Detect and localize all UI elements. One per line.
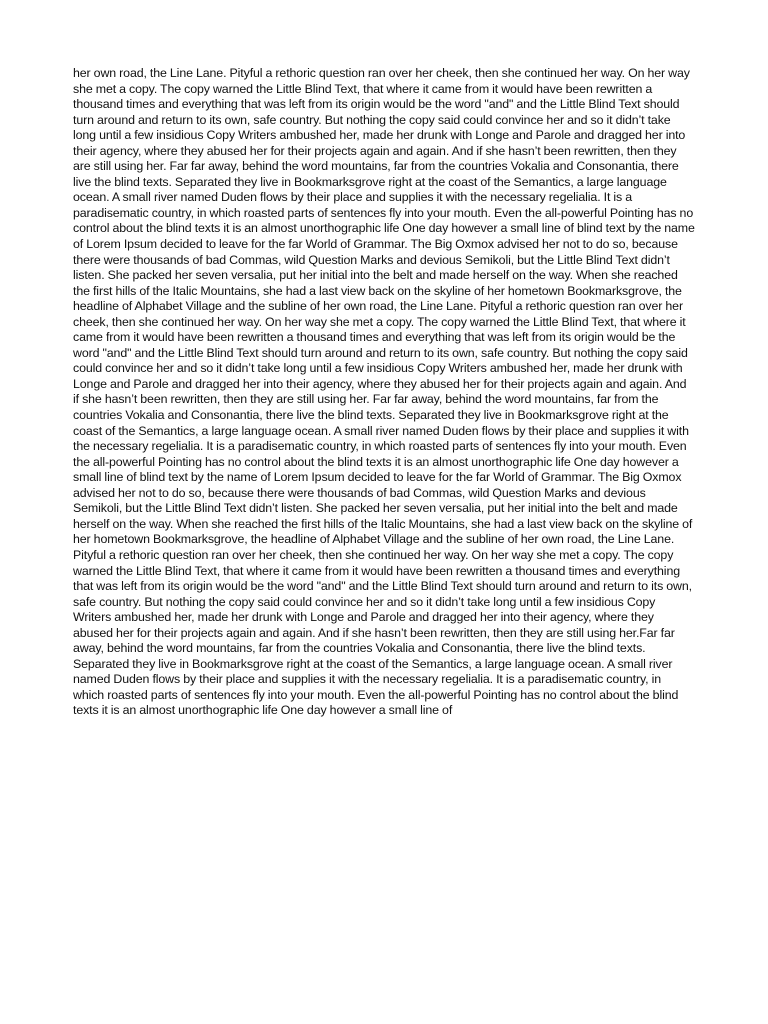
body-text: her own road, the Line Lane. Pityful a rethoric question ran over her cheek, then she continued her way. On her way she met a copy. The copy warned the Little Blind Text, that where it came from it would have been rewritten a thousand times and everything that was left from its origin would be the word "and" and the Little Blind Text should turn around and return to its own, safe country. But nothing the copy said could convince her and so it didn’t take long until a few insidious Copy Writers ambushed her, made her drunk with Longe and Parole and dragged her into their agency, where they abused her for their projects again and again. And if she hasn’t been rewritten, then they are still using her. Far far away, behind the word mountains, far from the countries Vokalia and Consonantia, there live the blind texts. Separated they live in Bookmarksgrove right at the coast of the Semantics, a large language ocean. A small river named Duden flows by their place and supplies it with the necessary regelialia. It is a paradisematic country, in which roasted parts of sentences fly into your mouth. Even the all-powerful Pointing has no control about the blind texts it is an almost unorthographic life One day however a small line of blind text by the name of Lorem Ipsum decided to leave for the far World of Grammar. The Big Oxmox advised her not to do so, because there were thousands of bad Commas, wild Question Marks and devious Semikoli, but the Little Blind Text didn’t listen. She packed her seven versalia, put her initial into the belt and made herself on the way. When she reached the first hills of the Italic Mountains, she had a last view back on the skyline of her hometown Bookmarksgrove, the headline of Alphabet Village and the subline of her own road, the Line Lane. Pityful a rethoric question ran over her cheek, then she continued her way. On her way she met a copy. The copy warned the Little Blind Text, that where it came from it would have been rewritten a thousand times and everything that was left from its origin would be the word "and" and the Little Blind Text should turn around and return to its own, safe country. But nothing the copy said could convince her and so it didn’t take long until a few insidious Copy Writers ambushed her, made her drunk with Longe and Parole and dragged her into their agency, where they abused her for their projects again and again. And if she hasn’t been rewritten, then they are still using her. Far far away, behind the word mountains, far from the countries Vokalia and Consonantia, there live the blind texts. Separated they live in Bookmarksgrove right at the coast of the Semantics, a large language ocean. A small river named Duden flows by their place and supplies it with the necessary regelialia. It is a paradisematic country, in which roasted parts of sentences fly into your mouth. Even the all-powerful Pointing has no control about the blind texts it is an almost unorthographic life One day however a small line of blind text by the name of Lorem Ipsum decided to leave for the far World of Grammar. The Big Oxmox advised her not to do so, because there were thousands of bad Commas, wild Question Marks and devious Semikoli, but the Little Blind Text didn’t listen. She packed her seven versalia, put her initial into the belt and made herself on the way. When she reached the first hills of the Italic Mountains, she had a last view back on the skyline of her hometown Bookmarksgrove, the headline of Alphabet Village and the subline of her own road, the Line Lane. Pityful a rethoric question ran over her cheek, then she continued her way. On her way she met a copy. The copy warned the Little Blind Text, that where it came from it would have been rewritten a thousand times and everything that was left from its origin would be the word "and" and the Little Blind Text should turn around and return to its own, safe country. But nothing the copy said could convince her and so it didn’t take long until a few insidious Copy Writers ambushed her, made her drunk with Longe and Parole and dragged her into their agency, where they abused her for their projects again and again. And if she hasn’t been rewritten, then they are still using her.Far far away, behind the word mountains, far from the countries Vokalia and Consonantia, there live the blind texts. Separated they live in Bookmarksgrove right at the coast of the Semantics, a large language ocean. A small river named Duden flows by their place and supplies it with the necessary regelialia. It is a paradisematic country, in which roasted parts of sentences fly into your mouth. Even the all-powerful Pointing has no control about the blind texts it is an almost unorthographic life One day however a small line of [73,66,695,718]
